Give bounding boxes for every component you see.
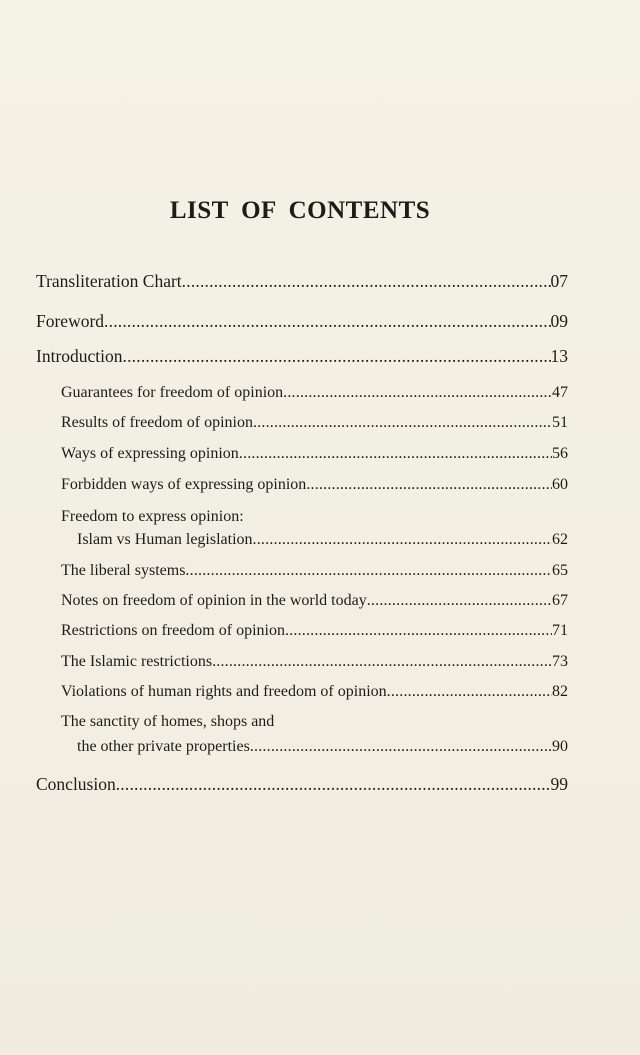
page-title: LIST OF CONTENTS <box>169 197 431 224</box>
toc-entry-label: Notes on freedom of opinion in the world today <box>61 592 367 609</box>
toc-entry-transliteration-chart[interactable] <box>36 268 568 294</box>
toc-entry-ways[interactable] <box>61 442 568 466</box>
dot-leader <box>116 771 551 797</box>
toc-entry-label: Islam vs Human legislation <box>77 531 253 548</box>
toc-page-number: 13 <box>550 346 568 366</box>
toc-entry-label: Ways of expressing opinion <box>61 445 239 462</box>
toc-entry-notes[interactable] <box>61 589 568 613</box>
toc-page-number: 56 <box>552 445 568 462</box>
toc-page-number: 51 <box>552 414 568 431</box>
toc-entry-foreword[interactable] <box>36 308 568 334</box>
toc-entry-guarantees[interactable] <box>61 381 568 405</box>
toc-page-number: 67 <box>552 592 568 609</box>
toc-page-number: 65 <box>552 562 568 579</box>
toc-entry-liberal-systems[interactable] <box>61 559 568 583</box>
toc-page-number: 09 <box>550 311 568 331</box>
toc-entry-label: Guarantees for freedom of opinion <box>61 384 284 401</box>
toc-entry-label: Transliteration Chart <box>36 271 182 291</box>
toc-entry-label: The liberal systems <box>61 562 186 579</box>
toc-page-number: 07 <box>550 271 568 291</box>
dot-leader <box>185 559 552 583</box>
dot-leader <box>239 442 552 466</box>
toc-entry-forbidden-ways[interactable] <box>61 473 568 497</box>
toc-entry-introduction[interactable] <box>36 343 568 369</box>
toc-entry-label-line1: Freedom to express opinion: <box>61 508 244 525</box>
toc-entry-label: Violations of human rights and freedom of opinion <box>61 683 387 700</box>
dot-leader <box>283 381 552 405</box>
toc-entry-violations[interactable] <box>61 680 568 704</box>
toc-entry-label: the other private properties <box>77 738 250 755</box>
dot-leader <box>123 343 551 369</box>
toc-page-number: 73 <box>552 653 568 670</box>
dot-leader <box>285 619 552 643</box>
toc-entry-freedom-to-express[interactable] <box>77 528 568 552</box>
toc-entry-label: Results of freedom of opinion <box>61 414 253 431</box>
dot-leader <box>387 680 552 704</box>
dot-leader <box>250 735 552 759</box>
toc-entry-sanctity-of-homes[interactable] <box>77 735 568 759</box>
dot-leader <box>182 268 551 294</box>
toc-entry-label: Restrictions on freedom of opinion <box>61 622 285 639</box>
toc-page-number: 99 <box>550 774 568 794</box>
toc-entry-label: Foreword <box>36 311 105 331</box>
dot-leader <box>253 411 552 435</box>
toc-page-number: 71 <box>552 622 568 639</box>
dot-leader <box>104 308 550 334</box>
toc-entry-islamic-restrictions[interactable] <box>61 650 568 674</box>
toc-entry-restrictions[interactable] <box>61 619 568 643</box>
toc-page-number: 90 <box>552 738 568 755</box>
toc-entry-label: Introduction <box>36 346 123 366</box>
toc-entry-conclusion[interactable] <box>36 771 568 797</box>
dot-leader <box>253 528 552 552</box>
toc-page-number: 62 <box>552 531 568 548</box>
toc-entry-results[interactable] <box>61 411 568 435</box>
dot-leader <box>306 473 552 497</box>
toc-page-number: 47 <box>552 384 568 401</box>
toc-entry-label: Forbidden ways of expressing opinion <box>61 476 307 493</box>
toc-entry-label: Conclusion <box>36 774 116 794</box>
toc-page-number: 60 <box>552 476 568 493</box>
dot-leader <box>212 650 552 674</box>
toc-page-number: 82 <box>552 683 568 700</box>
toc-entry-label-line1: The sanctity of homes, shops and <box>61 713 275 730</box>
dot-leader <box>367 589 552 613</box>
toc-entry-label: The Islamic restrictions <box>61 653 213 670</box>
